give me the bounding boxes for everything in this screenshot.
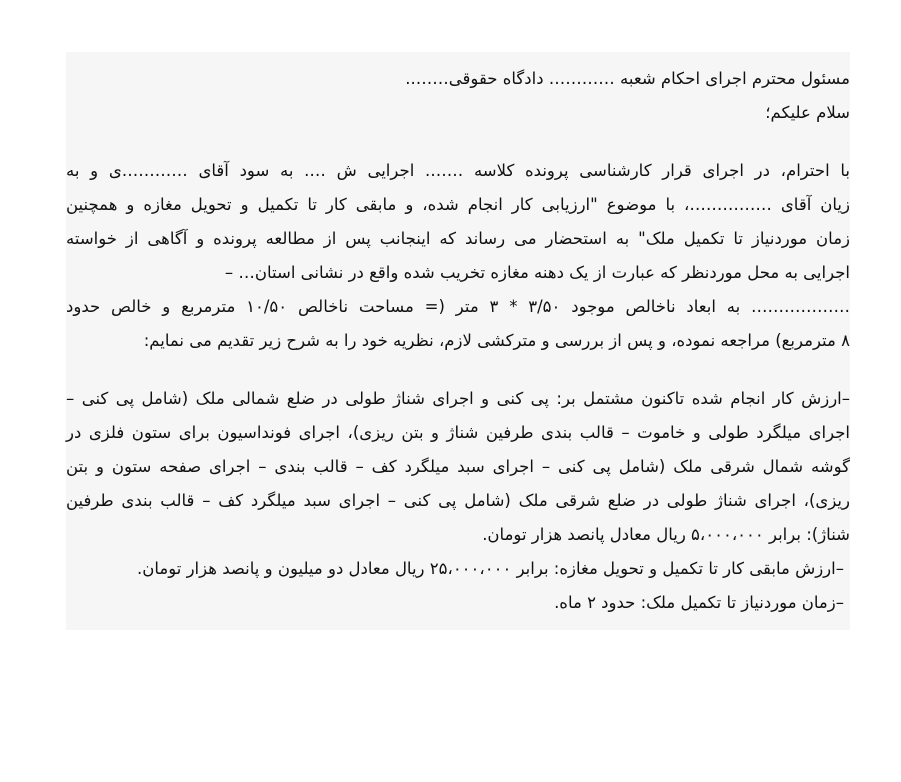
paragraph-gap (66, 358, 850, 382)
body-line: زیان آقای ……………، با موضوع "ارزیابی کار انجام شده، و مابقی کار تا تکمیل و تحویل مغازه و همچنین (66, 195, 850, 214)
item-work-done (66, 382, 850, 552)
item-line: شناژ): برابر ۵،۰۰۰،۰۰۰ ریال معادل پانصد هزار تومان. (482, 525, 850, 544)
body-line: اجرایی به محل موردنظر که عبارت از یک دهنه مغازه تخریب شده واقع در نشانی استان… – (224, 263, 850, 282)
body-line: زمان موردنیاز تا تکمیل ملک" به استحضار می رساند که اینجانب پس از مطالعه پرونده و آگاهی از خواسته (66, 229, 850, 248)
letter-body-paragraph (66, 154, 850, 358)
body-line: ……………… به ابعاد ناخالص موجود ۳/۵۰ * ۳ متر (= مساحت ناخالص ۱۰/۵۰ مترمربع و خالص حدود (66, 297, 850, 316)
item-line: –ارزش کار انجام شده تاکنون مشتمل بر: پی کنی و اجرای شناژ طولی در ضلع شمالی ملک (شامل پی کنی – (66, 389, 850, 408)
item-time-required: –زمان موردنیاز تا تکمیل ملک: حدود ۲ ماه. (554, 593, 844, 612)
letter-greeting: سلام علیکم؛ (765, 103, 850, 122)
item-line: گوشه شمال شرقی ملک (شامل پی کنی – اجرای سبد میلگرد کف – قالب بندی – اجرای صفحه ستون و بتن (66, 457, 850, 476)
letter-recipient: مسئول محترم اجرای احکام شعبه ………… دادگاه حقوقی…….. (405, 69, 850, 88)
paragraph-gap (66, 130, 850, 154)
letter-page (66, 52, 850, 630)
item-remaining-work: –ارزش مابقی کار تا تکمیل و تحویل مغازه: برابر ۲۵،۰۰۰،۰۰۰ ریال معادل دو میلیون و پانصد هزار تومان. (137, 559, 844, 578)
body-line: ۸ مترمربع) مراجعه نموده، و پس از بررسی و مترکشی لازم، نظریه خود را به شرح زیر تقدیم می نمایم: (143, 331, 850, 350)
item-line: ریزی)، اجرای شناژ طولی در ضلع شرقی ملک (شامل پی کنی – اجرای سبد میلگرد کف – قالب بندی طرفین (66, 491, 850, 510)
item-line: اجرای میلگرد طولی و خاموت – قالب بندی طرفین شناژ و بتن ریزی)، اجرای فونداسیون برای ستون فلزی در (66, 423, 850, 442)
body-line: با احترام، در اجرای قرار کارشناسی پرونده کلاسه ……. اجرایی ش …. به سود آقای …………ی و به (66, 161, 850, 180)
